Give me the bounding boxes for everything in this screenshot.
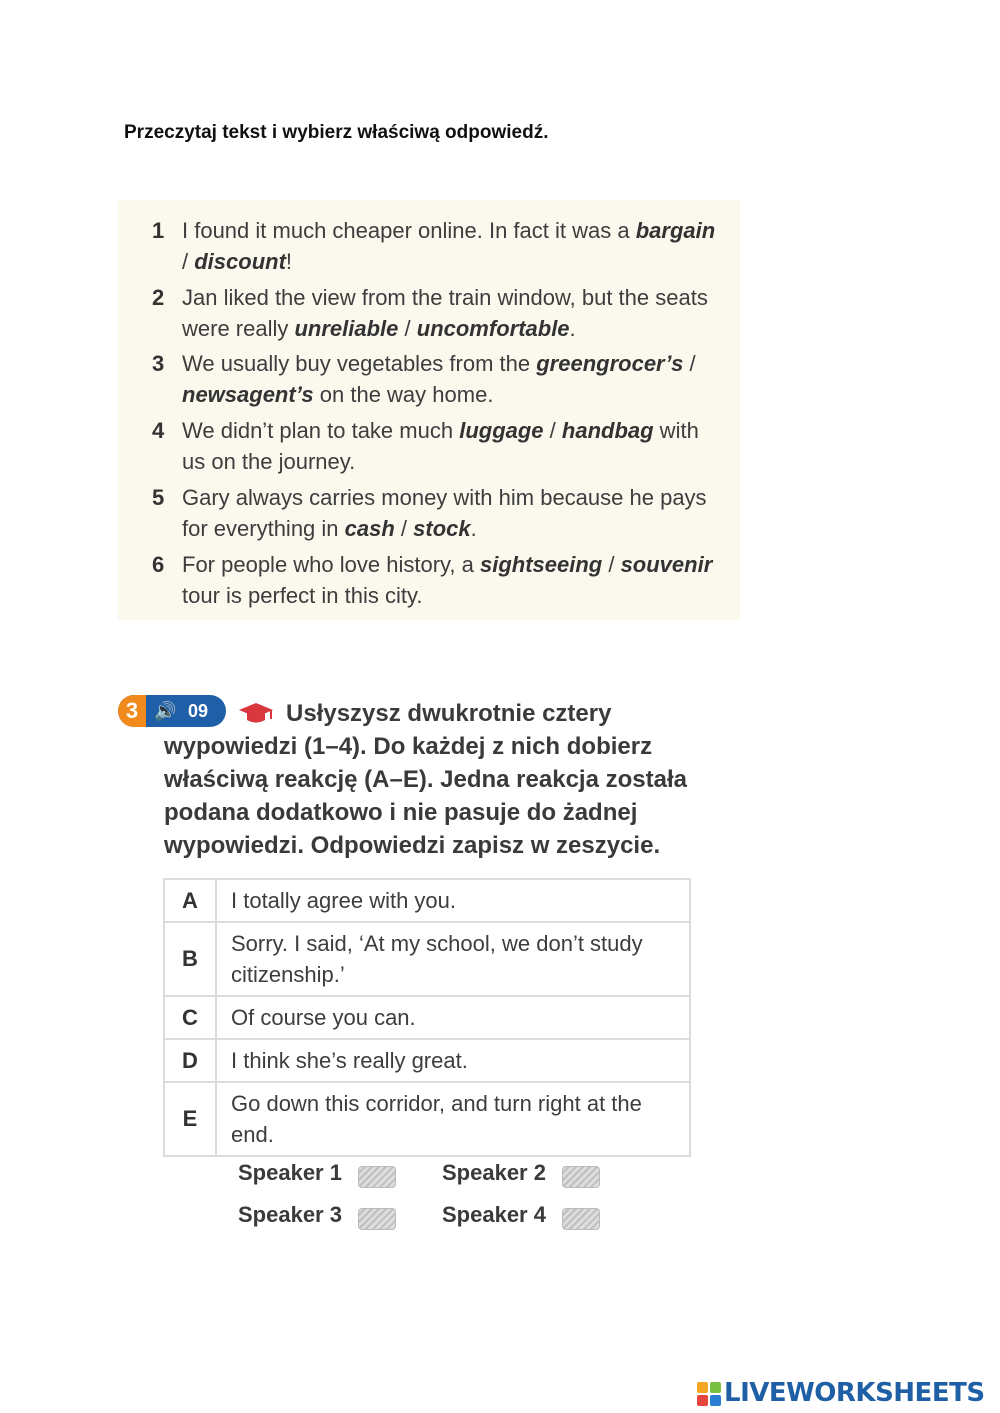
option-1[interactable]: sightseeing: [479, 552, 603, 577]
exercise-item-5: [152, 482, 722, 544]
item-text: For people who love history, a: [182, 552, 480, 577]
exercise-item-3: [152, 348, 722, 410]
option-2[interactable]: souvenir: [620, 552, 713, 577]
logo-text: LIVEWORKSHEETS: [724, 1378, 985, 1408]
item-text-end: on the way home.: [313, 382, 494, 407]
option-2[interactable]: handbag: [561, 418, 654, 443]
option-1[interactable]: unreliable: [294, 316, 399, 341]
option-1[interactable]: bargain: [635, 218, 716, 243]
item-number: 5: [152, 485, 165, 510]
option-text: Of course you can.: [216, 996, 690, 1039]
option-letter: E: [164, 1082, 216, 1156]
item-text-end: with us on the journey.: [182, 418, 699, 474]
option-2[interactable]: discount: [194, 249, 286, 274]
item-text: Gary always carries money with him because he pays for everything in: [182, 485, 707, 541]
option-text: Sorry. I said, ‘At my school, we don’t study citizenship.’: [216, 922, 690, 996]
option-letter: B: [164, 922, 216, 996]
option-2[interactable]: newsagent’s: [182, 382, 314, 407]
item-text: I found it much cheaper online. In fact it was a: [182, 218, 636, 243]
separator: /: [398, 316, 417, 341]
option-text: Go down this corridor, and turn right at the end.: [216, 1082, 690, 1156]
separator: /: [182, 249, 195, 274]
speaker-3-answer-field[interactable]: [358, 1208, 396, 1230]
item-text-end: !: [285, 249, 293, 274]
speaker-4-label: Speaker 4: [442, 1202, 546, 1227]
exercise-item-2: [152, 282, 722, 344]
speaker-1-label: Speaker 1: [238, 1160, 342, 1185]
speaker-3-label: Speaker 3: [238, 1202, 342, 1227]
item-text: We usually buy vegetables from the: [182, 351, 537, 376]
logo-icon: [696, 1380, 722, 1408]
task-number: 3: [118, 695, 146, 727]
option-1[interactable]: cash: [344, 516, 395, 541]
table-row: [164, 879, 690, 922]
option-2[interactable]: stock: [413, 516, 471, 541]
table-row: [164, 996, 690, 1039]
separator: /: [543, 418, 562, 443]
separator: /: [602, 552, 621, 577]
option-2[interactable]: uncomfortable: [416, 316, 570, 341]
item-number: 1: [152, 218, 165, 243]
option-1[interactable]: luggage: [459, 418, 544, 443]
option-letter: D: [164, 1039, 216, 1082]
table-row: [164, 1082, 690, 1156]
audio-icon[interactable]: 🔊: [154, 701, 177, 721]
speaker-4-answer-field[interactable]: [562, 1208, 600, 1230]
exercise-item-6: [152, 549, 722, 611]
track-number: 09: [188, 701, 209, 721]
option-text: I totally agree with you.: [216, 879, 690, 922]
item-number: 3: [152, 351, 165, 376]
item-text-end: .: [470, 516, 477, 541]
exercise-item-4: [152, 415, 722, 477]
item-number: 2: [152, 285, 165, 310]
task-instruction: Usłyszysz dwukrotnie cztery wypowiedzi (1–4). Do każdej z nich dobierz właściwą reakcję (A–E). Jedna reakcja została podana dodatkowo i nie pasuje do żadnej wypowiedzi. Odpowiedzi zapisz w zeszycie.: [164, 700, 687, 859]
separator: /: [683, 351, 696, 376]
option-letter: A: [164, 879, 216, 922]
table-row: [164, 1039, 690, 1082]
table-row: [164, 922, 690, 996]
option-1[interactable]: greengrocer’s: [536, 351, 684, 376]
speaker-2-answer-field[interactable]: [562, 1166, 600, 1188]
option-text: I think she’s really great.: [216, 1039, 690, 1082]
exercise-box: [118, 200, 740, 620]
option-letter: C: [164, 996, 216, 1039]
item-text: We didn’t plan to take much: [182, 418, 460, 443]
exercise-item-1: [152, 215, 722, 277]
item-text-end: tour is perfect in this city.: [182, 583, 423, 608]
speaker-1-answer-field[interactable]: [358, 1166, 396, 1188]
responses-table: [163, 878, 691, 1157]
item-number: 4: [152, 418, 165, 443]
item-text: Jan liked the view from the train window, but the seats were really: [182, 285, 708, 341]
separator: /: [394, 516, 414, 541]
item-number: 6: [152, 552, 165, 577]
speaker-2-label: Speaker 2: [442, 1160, 546, 1185]
item-text-end: .: [569, 316, 576, 341]
page-instruction: Przeczytaj tekst i wybierz właściwą odpowiedź.: [124, 122, 549, 143]
